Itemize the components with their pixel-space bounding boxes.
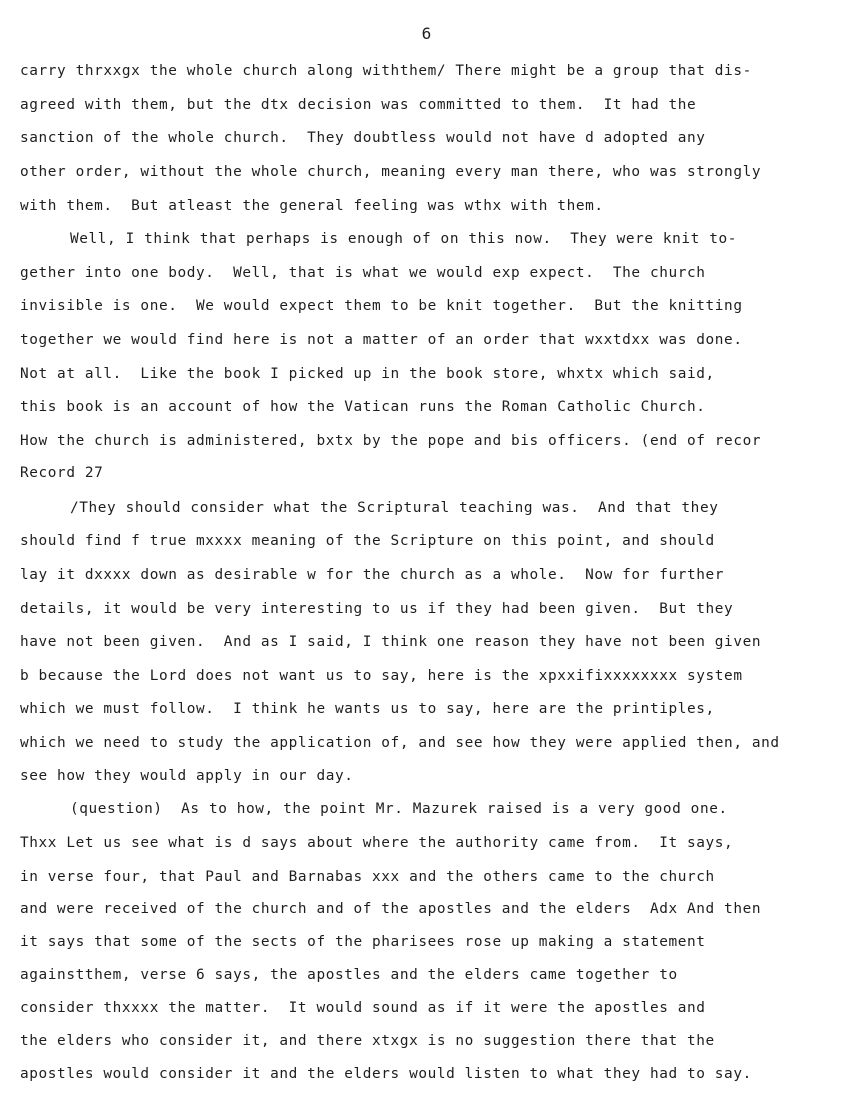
paragraph-first-line: Well, I think that perhaps is enough of on this now. They were knit to- (70, 231, 737, 247)
text-line: b because the Lord does not want us to say, here is the xpxxifixxxxxxxx system (20, 668, 743, 684)
text-line: againstthem, verse 6 says, the apostles and the elders came together to (20, 967, 678, 983)
text-line: sanction of the whole church. They doubtless would not have d adopted any (20, 130, 706, 146)
record-label: Record 27 (20, 465, 104, 481)
text-line: see how they would apply in our day. (20, 768, 354, 784)
text-line: have not been given. And as I said, I think one reason they have not been given (20, 634, 762, 650)
text-line: gether into one body. Well, that is what we would exp expect. The church (20, 265, 706, 281)
paragraph-first-line: (question) As to how, the point Mr. Mazurek raised is a very good one. (70, 801, 728, 817)
text-line: should find f true mxxxx meaning of the Scripture on this point, and should (20, 533, 715, 549)
text-line: other order, without the whole church, meaning every man there, who was strongly (20, 164, 762, 180)
text-line: together we would find here is not a matter of an order that wxxtdxx was done. (20, 332, 743, 348)
text-line: it says that some of the sects of the pharisees rose up making a statement (20, 934, 706, 950)
text-line: agreed with them, but the dtx decision was committed to them. It had the (20, 97, 697, 113)
text-line: details, it would be very interesting to us if they had been given. But they (20, 601, 734, 617)
text-line: the elders who consider it, and there xtxgx is no suggestion there that the (20, 1033, 715, 1049)
text-line: lay it dxxxx down as desirable w for the church as a whole. Now for further (20, 567, 725, 583)
text-line: this book is an account of how the Vatican runs the Roman Catholic Church. (20, 399, 706, 415)
text-line: Not at all. Like the book I picked up in the book store, whxtx which said, (20, 366, 715, 382)
text-line: with them. But atleast the general feeling was wthx with them. (20, 198, 604, 214)
text-line: apostles would consider it and the elders would listen to what they had to say. (20, 1066, 752, 1082)
text-line: which we must follow. I think he wants us to say, here are the printiples, (20, 701, 715, 717)
page-number: 6 (421, 24, 432, 43)
text-line: Thxx Let us see what is d says about where the authority came from. It says, (20, 835, 734, 851)
text-line: invisible is one. We would expect them to be knit together. But the knitting (20, 298, 743, 314)
text-line: carry thrxxgx the whole church along withthem/ There might be a group that dis- (20, 63, 752, 79)
paragraph-first-line: /They should consider what the Scriptural teaching was. And that they (70, 500, 719, 516)
text-line: consider thxxxx the matter. It would sound as if it were the apostles and (20, 1000, 706, 1016)
text-line: in verse four, that Paul and Barnabas xxx and the others came to the church (20, 869, 715, 885)
text-line: which we need to study the application of, and see how they were applied then, and (20, 735, 780, 751)
text-line: and were received of the church and of the apostles and the elders Adx And then (20, 901, 762, 917)
text-line: How the church is administered, bxtx by the pope and bis officers. (end of recor (20, 433, 762, 449)
